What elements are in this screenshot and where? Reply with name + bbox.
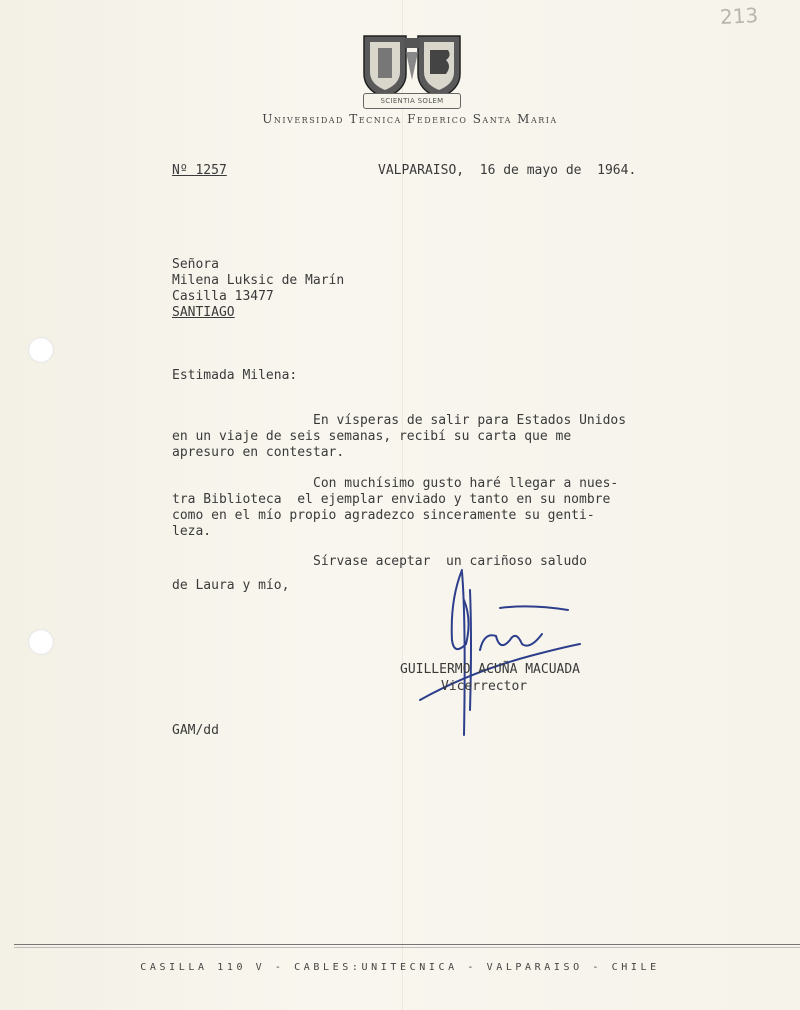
punch-hole-bottom [28,629,54,655]
paragraph-2-line: Con muchísimo gusto haré llegar a nues- [313,476,619,491]
recipient-city: SANTIAGO [172,305,235,320]
paragraph-2-line: como en el mío propio agradezco sinceramente su genti- [172,508,595,523]
archive-number: 213 [719,3,759,29]
reference-initials: GAM/dd [172,723,219,738]
closing-line: Sírvase aceptar un cariñoso saludo [313,554,587,569]
handwritten-signature [400,560,610,750]
signatory-name: GUILLERMO ACUÑA MACUADA [400,662,581,677]
paragraph-1-line: En vísperas de salir para Estados Unidos [313,413,627,428]
letterhead-footer: CASILLA 110 V - CABLES:UNITECNICA - VALPARAISO - CHILE [140,962,660,973]
footer-rule [14,944,800,945]
paragraph-2-line: tra Biblioteca el ejemplar enviado y tanto en su nombre [172,492,611,507]
punch-hole-top [28,337,54,363]
paragraph-2-line: leza. [172,524,212,539]
recipient-name: Milena Luksic de Marín [172,273,345,288]
university-name: Universidad Tecnica Federico Santa Maria [262,112,558,126]
recipient-title: Señora [172,257,219,272]
recipient-address: Casilla 13477 [172,289,274,304]
place-date: VALPARAISO, 16 de mayo de 1964. [378,163,637,178]
letter-number: Nº 1257 [172,163,227,178]
crest-motto-ribbon: SCIENTIA SOLEM [363,93,461,109]
salutation: Estimada Milena: [172,368,298,383]
closing-line: de Laura y mío, [172,578,290,593]
footer-rule [14,947,800,948]
paragraph-1-line: apresuro en contestar. [172,445,345,460]
signatory-position: Vicerrector [441,679,528,694]
paragraph-1-line: en un viaje de seis semanas, recibí su carta que me [172,429,572,444]
